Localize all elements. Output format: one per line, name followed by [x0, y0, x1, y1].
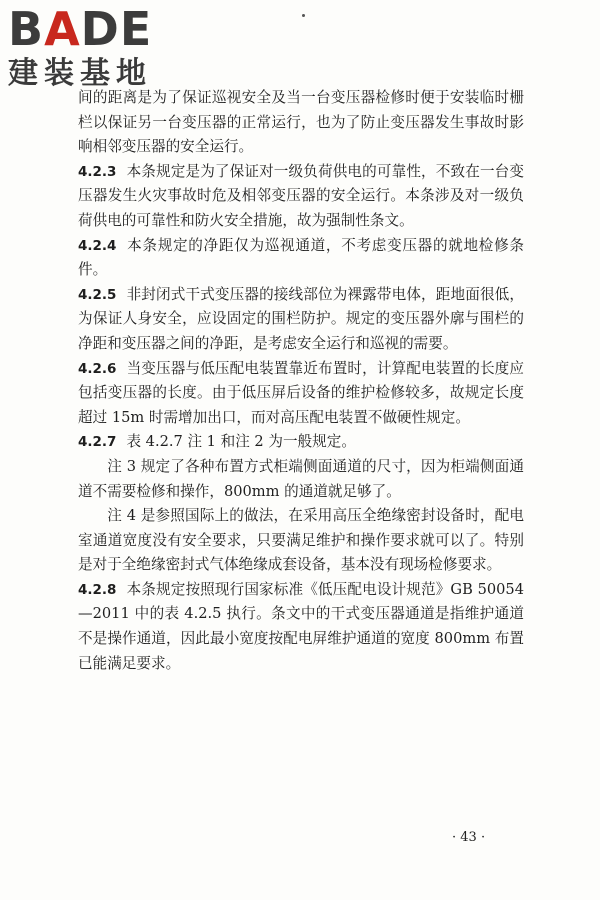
- clause-number: 4.2.4: [78, 237, 117, 254]
- page-number: · 43 ·: [452, 830, 486, 845]
- document-body: [78, 86, 524, 676]
- scan-speck: [302, 14, 305, 17]
- clause-4-2-3: 4.2.3 本条规定是为了保证对一级负荷供电的可靠性，不致在一台变压器发生火灾事故时危及相邻变压器的安全运行。本条涉及对一级负荷供电的可靠性和防火安全措施，故为强制性条文。: [78, 162, 524, 229]
- clause-4-2-8: 4.2.8 本条规定按照现行国家标准《低压配电设计规范》GB 50054—2011 中的表 4.2.5 执行。条文中的干式变压器通道是指维护通道不是操作通道，因此最小宽度按配电屏维护通道的宽度 800mm 布置已能满足要求。: [78, 580, 524, 672]
- clause-4-2-4: 4.2.4 本条规定的净距仅为巡视通道，不考虑变压器的就地检修条件。: [78, 236, 524, 279]
- clause-number: 4.2.7: [78, 434, 117, 451]
- clause-number: 4.2.8: [78, 581, 117, 598]
- logo-subtitle: 建装基地: [8, 56, 152, 91]
- note-4: 注 4 是参照国际上的做法，在采用高压全绝缘密封设备时，配电室通道宽度没有安全要求，只要满足维护和操作要求就可以了。特别是对于全绝缘密封式气体绝缘成套设备，基本没有现场检修要求。: [78, 507, 524, 574]
- clause-number: 4.2.6: [78, 360, 117, 377]
- clause-4-2-7: 4.2.7 表 4.2.7 注 1 和注 2 为一般规定。: [78, 433, 356, 451]
- note-3: 注 3 规定了各种布置方式柜端侧面通道的尺寸，因为柜端侧面通道不需要检修和操作，800mm 的通道就足够了。: [78, 457, 524, 500]
- clause-4-2-5: 4.2.5 非封闭式干式变压器的接线部位为裸露带电体，距地面很低，为保证人身安全，应设固定的围栏防护。规定的变压器外廓与围栏的净距和变压器之间的净距，是考虑安全运行和巡视的需要。: [78, 285, 524, 352]
- clause-number: 4.2.5: [78, 286, 117, 303]
- bade-logo: [8, 2, 178, 92]
- paragraph-continued: 间的距离是为了保证巡视安全及当一台变压器检修时便于安装临时栅栏以保证另一台变压器的正常运行，也为了防止变压器发生事故时影响相邻变压器的安全运行。: [78, 89, 524, 156]
- clause-number: 4.2.3: [78, 163, 117, 180]
- logo-wordmark: BADE: [8, 2, 153, 56]
- clause-4-2-6: 4.2.6 当变压器与低压配电装置靠近布置时，计算配电装置的长度应包括变压器的长度。由于低压屏后设备的维护检修较多，故规定长度超过 15m 时需增加出口，而对高压配电装置不做硬性规定。: [78, 359, 524, 426]
- logo-accent-letter: A: [44, 2, 81, 56]
